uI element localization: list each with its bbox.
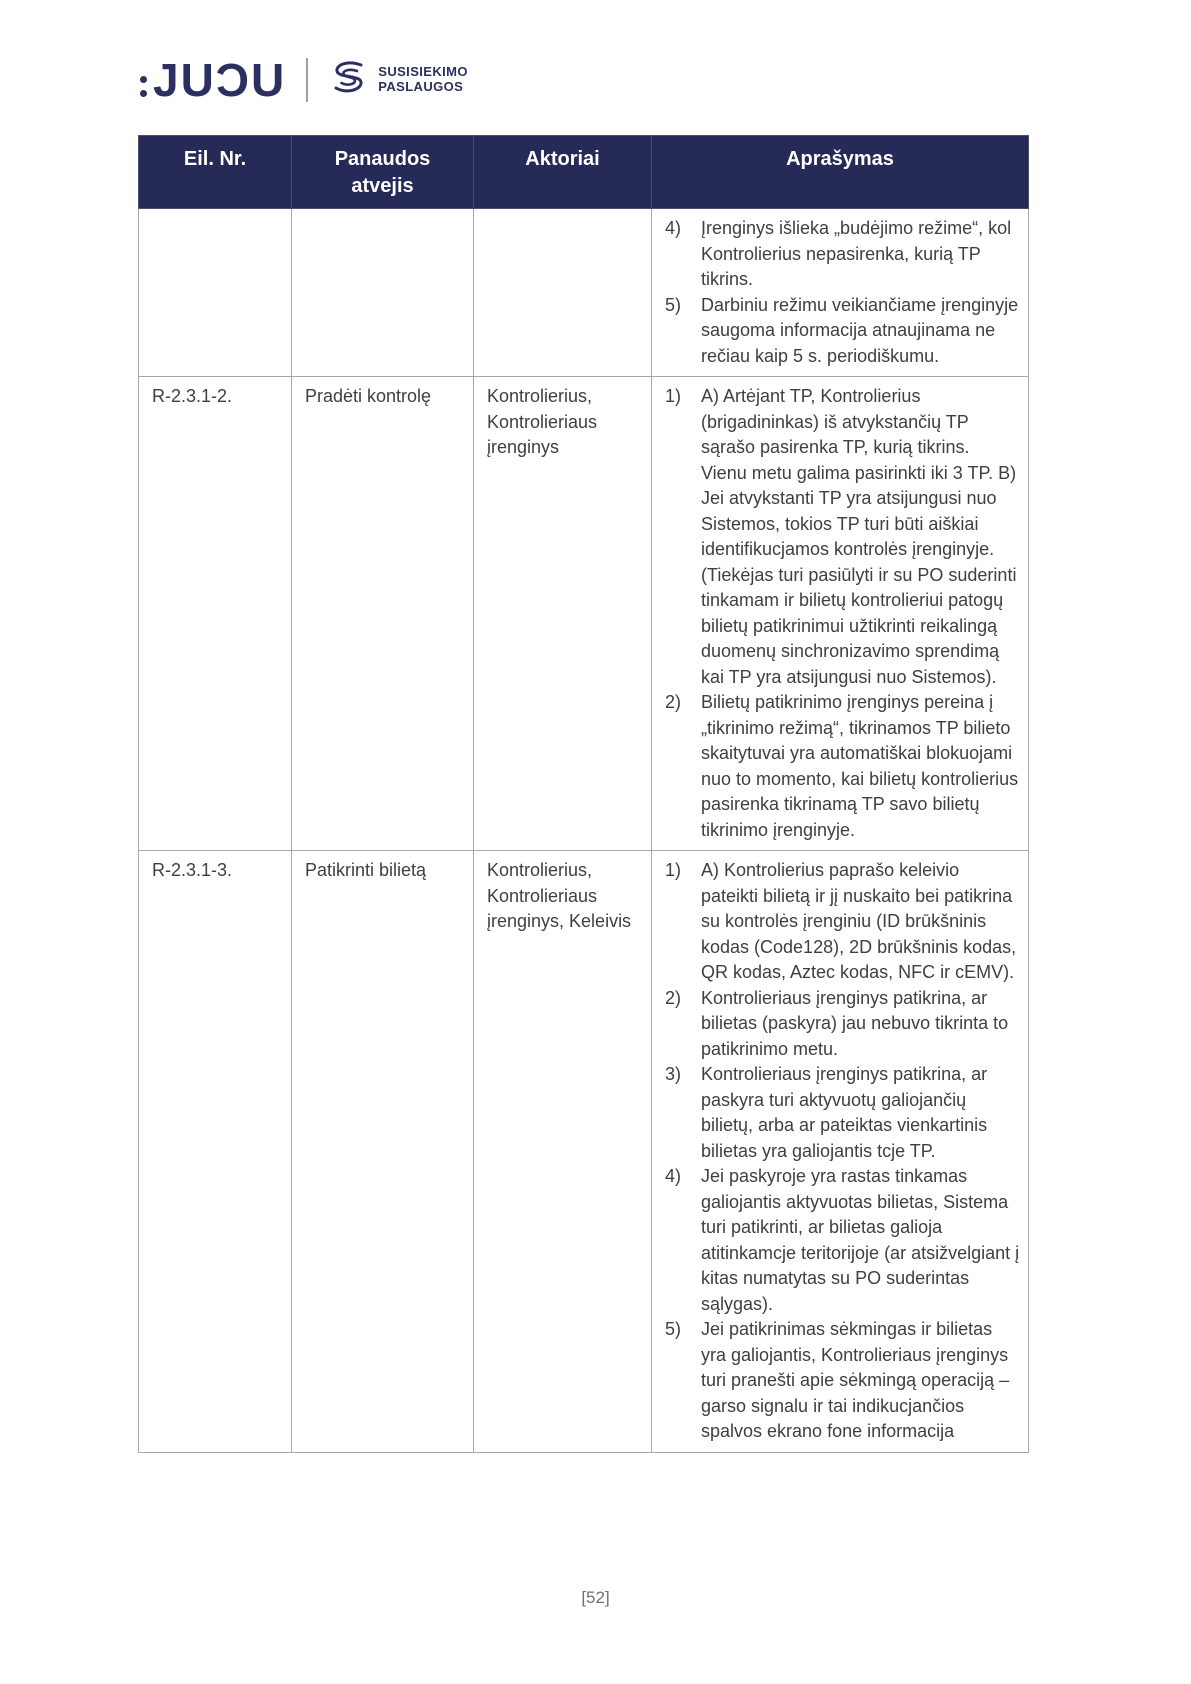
description-item-text: Įrenginys išlieka „budėjimo režime“, kol Kontrolierius nepasirenka, kurią TP tikrins. [701, 218, 1012, 289]
description-item [665, 293, 1020, 370]
column-header-aprasymas: Aprašymas [652, 136, 1029, 209]
requirement-id-cell: R-2.3.1-3. [139, 851, 292, 1453]
description-item-number: 5) [665, 294, 682, 315]
partner-logo-line2: PASLAUGOS [378, 78, 464, 94]
description-item [665, 216, 1020, 293]
description-item-text: Kontrolieriaus įrenginys patikrina, ar bilietas (paskyra) jau nebuvo tikrinta to patikrinimo metu. [701, 987, 1009, 1059]
requirement-id-cell: R-2.3.1-2. [139, 377, 292, 851]
column-header-eil-nr: Eil. Nr. [139, 136, 292, 209]
page-number: [52] [581, 1588, 610, 1607]
actors-cell: Kontrolierius, Kontrolieriaus įrenginys [474, 377, 652, 851]
use-case-cell: Pradėti kontrolę [292, 377, 474, 851]
use-case-cell: Patikrinti bilietą [292, 851, 474, 1453]
description-item-number: 1) [665, 860, 682, 880]
description-item-text: Jei patikrinimas sėkmingas ir bilietas yra galiojantis, Kontrolieriaus įrenginys turi pranešti apie sėkmingą operaciją – garso signalu ir tai indikucjančios spalvos ekrano fone informacija [701, 1319, 1010, 1441]
description-cell [652, 209, 1029, 377]
susisiekimo-paslaugos-logo [328, 56, 468, 103]
description-cell [652, 851, 1029, 1453]
use-case-table [138, 135, 1029, 1453]
description-item-text: Kontrolieriaus įrenginys patikrina, ar paskyra turi aktyvuotų galiojančių bilietų, arba ar pateiktas vienkartinis bilietas yra galiojantis tcje TP. [701, 1064, 988, 1161]
description-item-text: A) Kontrolierius paprašo keleivio pateikti bilietą ir jį nuskaito bei patikrina su kontrolės įrenginiu (ID brūkšninis kodas (Code128), 2D brūkšninis kodas, QR kodas, Aztec kodas, NFC ir cEMV). [701, 860, 1017, 982]
table-row [139, 851, 1029, 1453]
description-item [665, 1062, 1020, 1164]
description-item [665, 690, 1020, 843]
use-case-cell [292, 209, 474, 377]
column-header-aktoriai: Aktoriai [474, 136, 652, 209]
logo-header [140, 53, 468, 106]
description-item [665, 1164, 1020, 1317]
description-cell [652, 377, 1029, 851]
description-item-number: 1) [665, 386, 682, 406]
description-item-number: 4) [665, 1166, 682, 1186]
description-item-number: 2) [665, 987, 682, 1008]
description-item-text: Jei paskyroje yra rastas tinkamas galiojantis aktyvuotas bilietas, Sistema turi patikrinti, ar bilietas galioja atitinkamcje teritorijoje (ar atsižvelgiant į kitas numatytas su PO suderintas sąlygas). [701, 1166, 1020, 1314]
description-item [665, 858, 1020, 986]
description-item-number: 4) [665, 218, 682, 238]
table-row [139, 209, 1029, 377]
s-swirl-icon [328, 56, 370, 103]
judu-logo-dots-icon [140, 76, 147, 103]
judu-wordmark: JUƆU [153, 53, 287, 106]
table-header-row [139, 136, 1029, 209]
description-item [665, 384, 1020, 690]
table-row [139, 377, 1029, 851]
table-body [139, 209, 1029, 1453]
description-item-text: A) Artėjant TP, Kontrolierius (brigadininkas) iš atvykstančių TP sąrašo pasirenka TP, kurią tikrins. Vienu metu galima pasirinkti iki 3 TP. B) Jei atvykstanti TP yra atsijungusi nuo Sistemos, tokios TP turi būti aiškiai identifikucjamos kontrolės įrenginyje. (Tiekėjas turi pasiūlyti ir su PO suderinti tinkamam ir bilietų kontrolieriui patogų bilietų patikrinimui užtikrinti reikalingą duomenų sinchronizavimo sprendimą kai TP yra atsijungusi nuo Sistemos). [701, 386, 1017, 687]
column-header-panaudos-atvejis: Panaudos atvejis [292, 136, 474, 209]
description-item-text: Darbiniu režimu veikiančiame įrenginyje saugoma informacija atnaujinama ne rečiau kaip 5 s. periodiškumu. [701, 294, 1019, 366]
description-item [665, 986, 1020, 1063]
partner-logo-text [378, 65, 468, 95]
description-item-number: 2) [665, 692, 682, 712]
description-item-number: 5) [665, 1319, 682, 1339]
page-footer [0, 1588, 1191, 1608]
actors-cell [474, 209, 652, 377]
logo-divider [306, 58, 308, 102]
description-item-text: Bilietų patikrinimo įrenginys pereina į „tikrinimo režimą“, tikrinamos TP bilieto skaitytuvai yra automatiškai blokuojami nuo to momento, kai bilietų kontrolierius pasirenka tikrinamą TP savo bilietų tikrinimo įrenginyje. [701, 692, 1019, 840]
actors-cell: Kontrolierius, Kontrolieriaus įrenginys, Keleivis [474, 851, 652, 1453]
partner-logo-line1: SUSISIEKIMO [378, 63, 468, 79]
description-item-number: 3) [665, 1064, 682, 1084]
requirement-id-cell [139, 209, 292, 377]
judu-logo [140, 53, 287, 106]
description-item [665, 1317, 1020, 1445]
